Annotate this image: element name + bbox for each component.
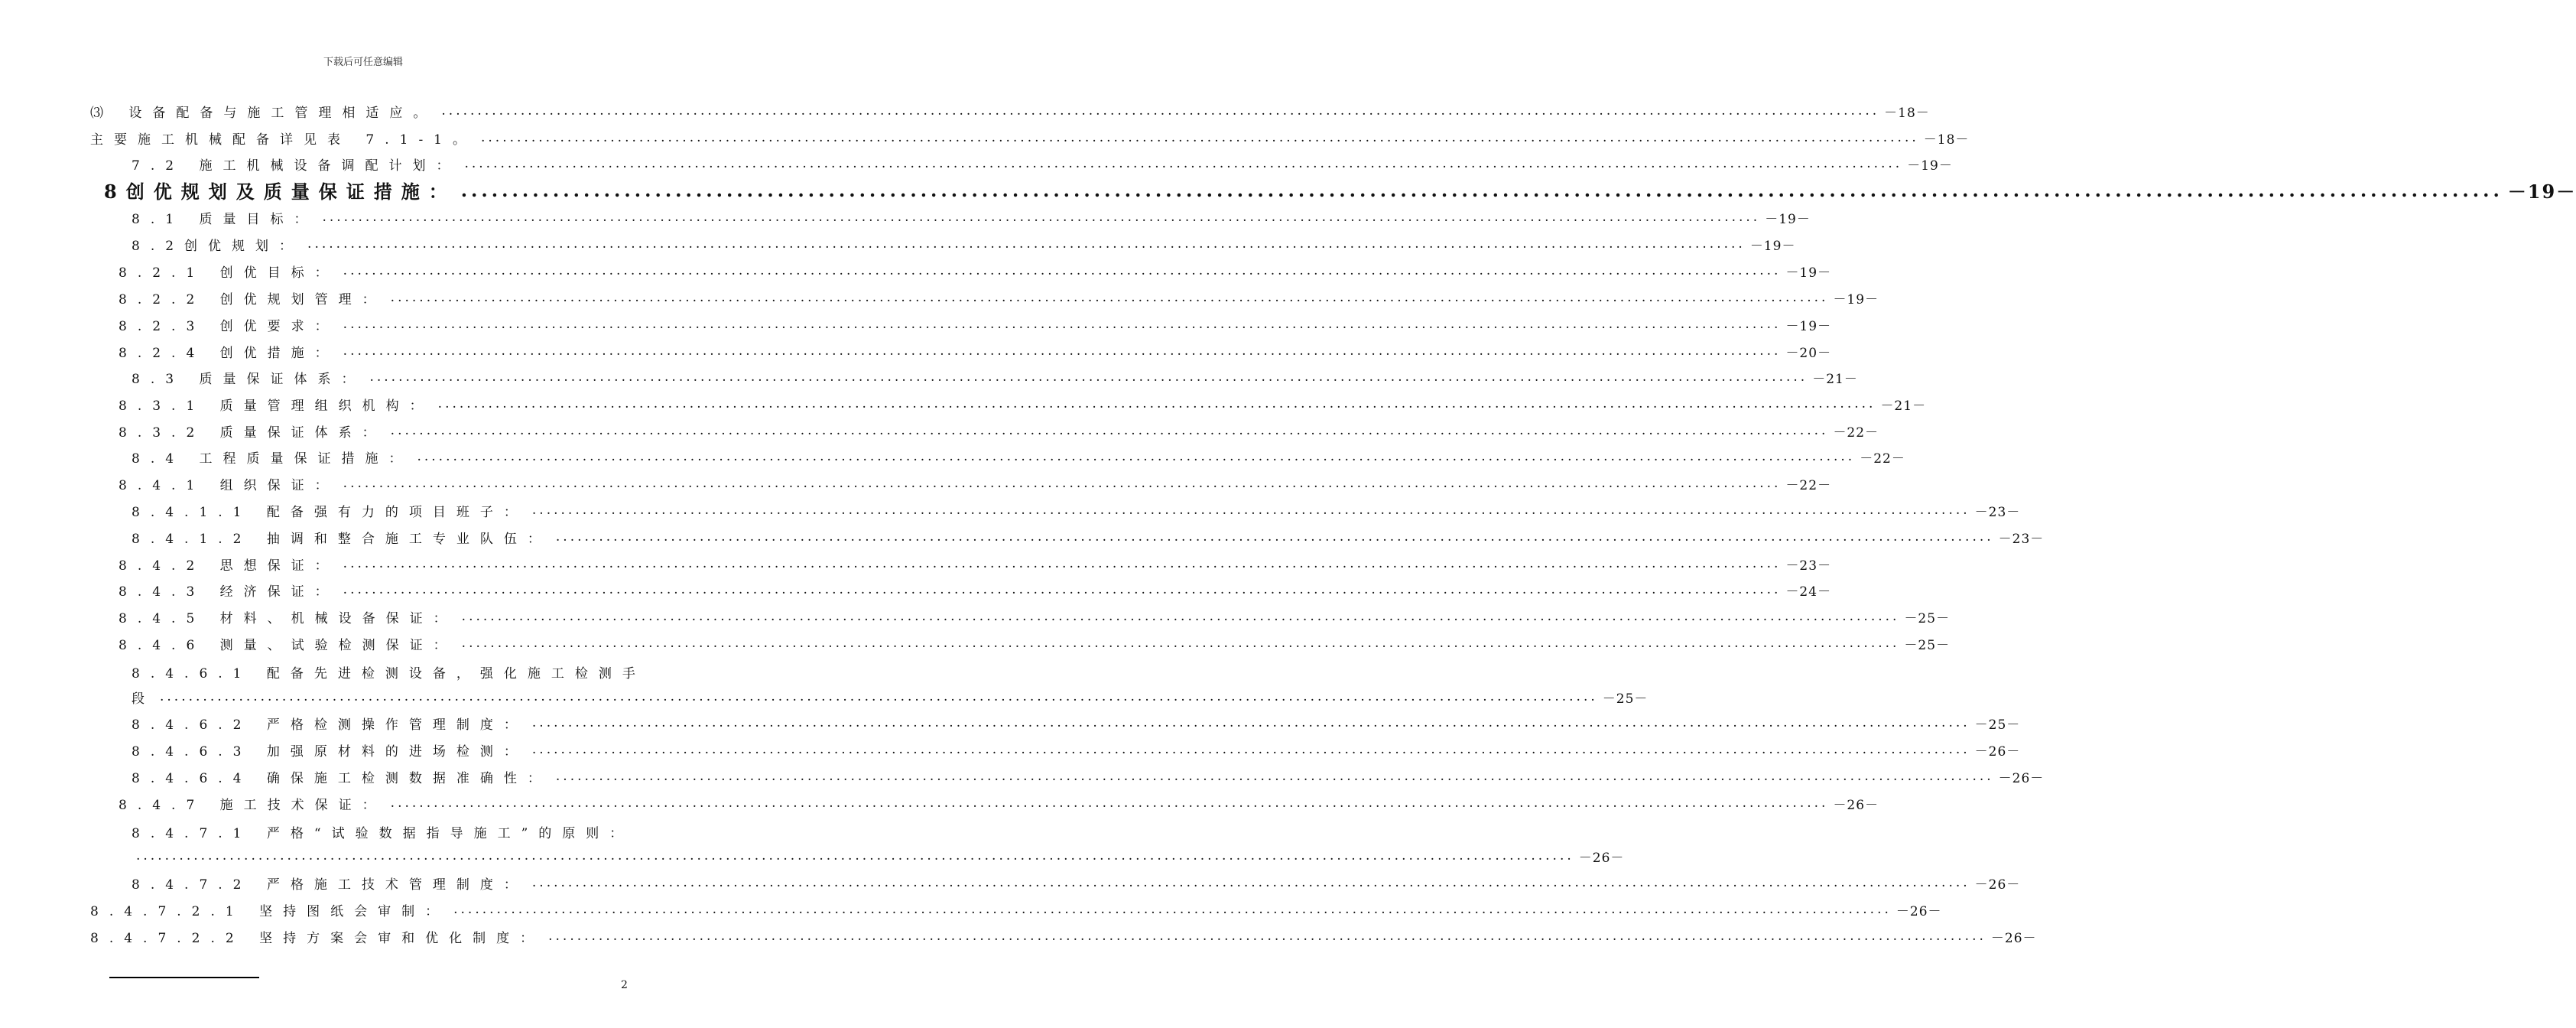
dot-leader: ........................................................................................................................................................................................................ (343, 476, 1782, 491)
dot-leader: ........................................................................................................................................................................................................ (531, 503, 1970, 518)
dot-leader: ........................................................................................................................................................................................................ (531, 742, 1970, 757)
dot-leader: ........................................................................................................................................................................................................ (481, 130, 1919, 145)
toc-entry[interactable] (119, 551, 1832, 577)
toc-page-number: －24－ (1785, 584, 1832, 600)
dot-leader: ........................................................................................................................................................................................................ (343, 556, 1782, 571)
toc-entry[interactable] (119, 418, 1879, 444)
toc-entry[interactable] (119, 577, 1832, 603)
toc-page-number: －23－ (1785, 558, 1832, 574)
toc-entry[interactable] (119, 338, 1832, 364)
dot-leader: ........................................................................................................................................................................................................ (464, 156, 1903, 171)
dot-leader: ........................................................................................................................................................................................................ (461, 636, 1900, 651)
toc-entry-title: 段 (132, 691, 155, 707)
dot-leader: ........................................................................................................................................................................................................ (461, 609, 1900, 624)
toc-entry[interactable] (132, 444, 1905, 470)
toc-entry-title: 8.4.7 施工技术保证： (119, 797, 386, 813)
dot-leader: ........................................................................................................................................................................................................ (531, 715, 1970, 730)
toc-page-number: －26－ (1895, 903, 1942, 919)
toc-entry[interactable] (132, 524, 2045, 550)
toc-entry-title: 8.4.7.1 严格“试验数据指导施工”的原则： (132, 826, 634, 841)
toc-entry-title: 7.2 施工机械设备调配计划： (132, 158, 460, 174)
dot-leader: ........................................................................................................................................................................................................ (437, 396, 1876, 412)
toc-entry-title: 8.2.2 创优规划管理： (119, 291, 386, 307)
toc-entry-title: 8.4.6.3 加强原材料的进场检测： (132, 743, 528, 760)
toc-entry-title: 8.4.1.1 配备强有力的项目班子： (132, 504, 528, 520)
toc-entry[interactable] (119, 630, 1951, 656)
dot-leader: ........................................................................................................................................................................................................ (160, 689, 1598, 704)
toc-entry[interactable] (104, 177, 2576, 203)
toc-entry[interactable] (90, 125, 1970, 151)
page-number: 2 (621, 979, 628, 991)
dot-leader: ........................................................................................................................................................................................................ (390, 290, 1829, 305)
dot-leader: ........................................................................................................................................................................................................ (136, 848, 1574, 864)
dot-leader: ........................................................................................................................................................................................................ (460, 178, 2503, 201)
toc-entry-title: 8.4.3 经济保证： (119, 584, 339, 600)
toc-entry[interactable] (132, 737, 2021, 763)
dot-leader: ........................................................................................................................................................................................................ (343, 263, 1782, 278)
dot-leader: ........................................................................................................................................................................................................ (343, 317, 1782, 332)
toc-entry-title: 8.1 质量目标： (132, 211, 318, 227)
dot-leader: ........................................................................................................................................................................................................ (555, 529, 1994, 545)
toc-entry[interactable] (132, 151, 1953, 177)
toc-entry[interactable] (132, 843, 1625, 869)
toc-entry-title: 8.4.7.2.2 坚持方案会审和优化制度： (90, 930, 544, 946)
dot-leader: ........................................................................................................................................................................................................ (369, 369, 1808, 385)
toc-page-number: －19－ (1833, 291, 1879, 307)
toc-page-number: －19－ (1785, 318, 1832, 334)
toc-page-number: －20－ (1785, 345, 1832, 361)
toc-entry-title: ⑶ 设备配备与施工管理相适应。 (90, 105, 437, 121)
toc-page-number: －22－ (1833, 425, 1879, 441)
toc-entry[interactable] (90, 896, 1942, 922)
dot-leader: ........................................................................................................................................................................................................ (417, 449, 1856, 464)
toc-entry[interactable] (119, 470, 1832, 496)
toc-page-number: －19－ (1749, 238, 1796, 254)
toc-entry-title: 8.3.1 质量管理组织机构： (119, 398, 434, 414)
toc-entry-title: 8.2创优规划： (132, 238, 304, 254)
toc-page-number: －22－ (1785, 477, 1832, 493)
toc-entry[interactable] (90, 98, 1930, 124)
toc-entry[interactable] (132, 497, 2021, 523)
toc-entry-title: 8.4.7.2 严格施工技术管理制度： (132, 877, 528, 893)
toc-entry-title: 8.4.6.1 配备先进检测设备，强化施工检测手 (132, 666, 646, 682)
toc-entry-title: 8.4.6.4 确保施工检测数据准确性： (132, 770, 551, 786)
dot-leader: ........................................................................................................................................................................................................ (390, 795, 1829, 811)
toc-page-number: －26－ (1578, 850, 1625, 866)
toc-entry[interactable] (132, 364, 1858, 390)
toc-entry-title: 8.3.2 质量保证体系： (119, 425, 386, 441)
toc-page-number: －25－ (1904, 637, 1951, 653)
dot-leader: ........................................................................................................................................................................................................ (322, 210, 1761, 225)
toc-page-number: －26－ (1998, 770, 2045, 786)
toc-page-number: －19－ (2507, 180, 2576, 203)
toc-page-number: －19－ (1785, 265, 1832, 281)
toc-page-number: －18－ (1884, 105, 1930, 121)
toc-entry-title: 8.3 质量保证体系： (132, 371, 365, 387)
toc-page-number: －23－ (1974, 504, 2021, 520)
toc-page-number: －26－ (1974, 877, 2021, 893)
toc-entry[interactable] (132, 763, 2045, 789)
toc-page-number: －23－ (1998, 531, 2045, 547)
toc-page-number: －21－ (1812, 371, 1858, 387)
toc-entry[interactable] (132, 710, 2021, 736)
footnote-separator (109, 977, 259, 978)
toc-entry-title: 8.4.6 测量、试验检测保证： (119, 637, 457, 653)
toc-entry-title: 8.4.2 思想保证： (119, 558, 339, 574)
toc-entry-title: 主要施工机械配备详见表 7.1-1。 (90, 132, 476, 148)
toc-page-number: －26－ (1833, 797, 1879, 813)
toc-entry-title: 8创优规划及质量保证措施： (104, 180, 456, 203)
dot-leader: ........................................................................................................................................................................................................ (343, 582, 1782, 597)
dot-leader: ........................................................................................................................................................................................................ (531, 875, 1970, 890)
toc-entry-title: 8.4.6.2 严格检测操作管理制度： (132, 717, 528, 733)
toc-entry[interactable] (119, 311, 1832, 337)
toc-page-number: －26－ (1974, 743, 2021, 760)
dot-leader: ........................................................................................................................................................................................................ (343, 343, 1782, 359)
toc-entry[interactable] (90, 923, 2037, 949)
toc-page-number: －25－ (1904, 610, 1951, 626)
toc-entry[interactable] (119, 258, 1832, 284)
dot-leader: ........................................................................................................................................................................................................ (548, 929, 1986, 944)
page-header: 下载后可任意编辑 (323, 57, 403, 68)
toc-entry-title: 8.4.5 材料、机械设备保证： (119, 610, 457, 626)
toc-entry-title: 8.4.1.2 抽调和整合施工专业队伍： (132, 531, 551, 547)
dot-leader: ........................................................................................................................................................................................................ (453, 902, 1892, 917)
toc-page-number: －26－ (1990, 930, 2037, 946)
toc-page-number: －19－ (1907, 158, 1953, 174)
toc-entry-title: 8.2.3 创优要求： (119, 318, 339, 334)
dot-leader: ........................................................................................................................................................................................................ (390, 423, 1829, 438)
dot-leader: ........................................................................................................................................................................................................ (441, 103, 1880, 119)
toc-entry[interactable] (132, 204, 1811, 230)
toc-page-number: －25－ (1602, 691, 1649, 707)
toc-page-number: －22－ (1860, 451, 1905, 467)
toc-page-number: －21－ (1880, 398, 1927, 414)
toc-entry-title: 8.2.4 创优措施： (119, 345, 339, 361)
toc-entry[interactable] (132, 684, 1649, 710)
toc-entry-title: 8.4 工程质量保证措施： (132, 451, 413, 467)
toc-entry-title: 8.2.1 创优目标： (119, 265, 339, 281)
toc-page-number: －19－ (1765, 211, 1811, 227)
toc-entry[interactable] (119, 790, 1879, 816)
dot-leader: ........................................................................................................................................................................................................ (555, 769, 1994, 784)
toc-entry-title: 8.4.7.2.1 坚持图纸会审制： (90, 903, 450, 919)
toc-entry[interactable] (132, 231, 1796, 257)
toc-entry[interactable] (119, 391, 1927, 417)
toc-page-number: －18－ (1923, 132, 1970, 148)
toc-page-number: －25－ (1974, 717, 2021, 733)
dot-leader: ........................................................................................................................................................................................................ (307, 236, 1746, 252)
toc-entry-title: 8.4.1 组织保证： (119, 477, 339, 493)
toc-entry[interactable] (132, 870, 2021, 896)
toc-entry[interactable] (119, 285, 1879, 311)
toc-entry[interactable] (119, 603, 1951, 629)
